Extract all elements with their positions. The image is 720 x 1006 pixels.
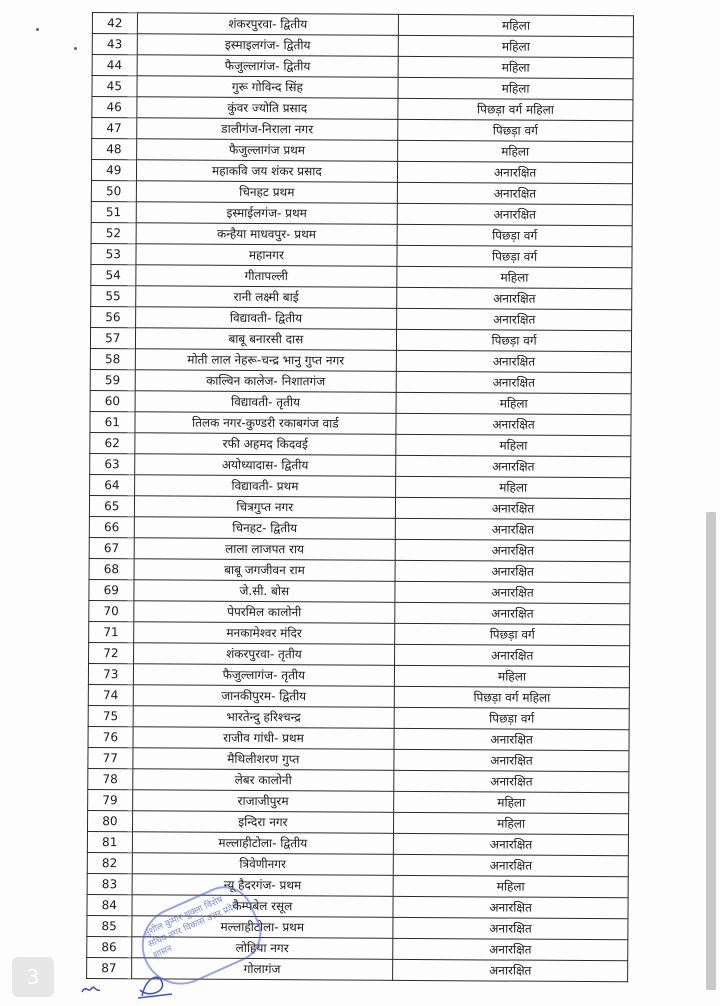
scrollbar[interactable]: [706, 512, 716, 990]
ward-number-cell: 54: [91, 264, 136, 285]
reservation-category-cell: महिला: [398, 77, 633, 99]
signature-mark: [136, 968, 176, 1002]
reservation-category-cell: महिला: [395, 665, 630, 687]
ward-name-cell: गुरू गोविन्द सिंह: [137, 76, 399, 99]
reservation-category-cell: अनारक्षित: [396, 455, 631, 477]
reservation-category-cell: अनारक्षित: [394, 728, 629, 750]
ward-name-cell: विद्यावती- द्वितीय: [135, 307, 397, 330]
reservation-category-cell: पिछड़ा वर्ग महिला: [394, 686, 629, 708]
reservation-category-cell: अनारक्षित: [393, 854, 628, 876]
ward-number-cell: 51: [91, 201, 136, 222]
speck-mark: [74, 47, 77, 50]
ward-name-cell: भारतेन्दु हरिश्चन्द्र: [133, 706, 395, 729]
ward-name-cell: गीतापल्ली: [135, 265, 397, 288]
reservation-category-cell: पिछड़ा वर्ग: [397, 329, 632, 351]
reservation-category-cell: महिला: [396, 434, 631, 456]
reservation-category-cell: अनारक्षित: [395, 602, 630, 624]
ward-name-cell: फैजुल्लागंज- द्वितीय: [137, 55, 399, 78]
reservation-category-cell: अनारक्षित: [396, 413, 631, 435]
ward-name-cell: चिनहट- द्वितीय: [134, 517, 396, 540]
ward-number-cell: 76: [88, 726, 133, 747]
ward-name-cell: शंकरपुरवा- द्वितीय: [137, 13, 399, 36]
ward-number-cell: 85: [87, 915, 132, 936]
ward-number-cell: 48: [92, 139, 137, 160]
ward-number-cell: 72: [89, 642, 134, 663]
ward-number-cell: 75: [88, 705, 133, 726]
reservation-category-cell: अनारक्षित: [395, 518, 630, 540]
ward-number-cell: 56: [91, 306, 136, 327]
reservation-category-cell: अनारक्षित: [396, 497, 631, 519]
ward-number-cell: 45: [92, 76, 137, 97]
reservation-category-cell: अनारक्षित: [394, 749, 629, 771]
reservation-category-cell: अनारक्षित: [396, 350, 631, 372]
reservation-category-cell: महिला: [398, 56, 633, 78]
initial-mark: [80, 982, 102, 996]
reservation-category-cell: पिछड़ा वर्ग महिला: [398, 98, 633, 120]
ward-number-cell: 77: [88, 747, 133, 768]
ward-number-cell: 65: [89, 495, 134, 516]
ward-name-cell: मल्लाहीटोला- प्रथम: [131, 916, 393, 939]
reservation-category-cell: अनारक्षित: [397, 182, 632, 204]
reservation-category-cell: अनारक्षित: [394, 770, 629, 792]
ward-number-cell: 44: [92, 55, 137, 76]
ward-number-cell: 58: [90, 348, 135, 369]
ward-name-cell: महाकवि जय शंकर प्रसाद: [136, 160, 398, 183]
ward-number-cell: 69: [89, 579, 134, 600]
ward-name-cell: रानी लक्ष्मी बाई: [135, 286, 397, 309]
reservation-category-cell: महिला: [397, 266, 632, 288]
ward-number-cell: 70: [89, 600, 134, 621]
reservation-category-cell: अनारक्षित: [397, 203, 632, 225]
ward-name-cell: राजाजीपुरम: [132, 790, 394, 813]
reservation-category-cell: अनारक्षित: [393, 917, 628, 939]
ward-number-cell: 68: [89, 558, 134, 579]
reservation-category-cell: पिछड़ा वर्ग: [395, 623, 630, 645]
ward-number-cell: 57: [90, 327, 135, 348]
ward-name-cell: न्यू हैदरगंज- प्रथम: [132, 874, 394, 897]
ward-name-cell: मल्लाहीटोला- द्वितीय: [132, 832, 394, 855]
reservation-category-cell: महिला: [393, 875, 628, 897]
ward-name-cell: मनकामेश्वर मंदिर: [133, 622, 395, 645]
page-number-badge[interactable]: 3: [12, 957, 54, 997]
reservation-category-cell: महिला: [396, 476, 631, 498]
ward-number-cell: 55: [91, 285, 136, 306]
ward-number-cell: 86: [87, 936, 132, 957]
ward-number-cell: 83: [87, 873, 132, 894]
ward-name-cell: चित्रगुप्त नगर: [134, 496, 396, 519]
ward-name-cell: जे.सी. बोस: [133, 580, 395, 603]
ward-number-cell: 87: [87, 957, 132, 978]
ward-number-cell: 43: [92, 34, 137, 55]
ward-name-cell: लोहिया नगर: [131, 937, 393, 960]
ward-name-cell: पेपरमिल कालोनी: [133, 601, 395, 624]
reservation-category-cell: अनारक्षित: [396, 371, 631, 393]
ward-number-cell: 60: [90, 390, 135, 411]
ward-name-cell: इन्दिरा नगर: [132, 811, 394, 834]
reservation-category-cell: अनारक्षित: [393, 959, 628, 981]
ward-number-cell: 66: [89, 516, 134, 537]
ward-name-cell: चिनहट प्रथम: [136, 181, 398, 204]
ward-number-cell: 49: [91, 160, 136, 181]
reservation-category-cell: अनारक्षित: [397, 308, 632, 330]
ward-name-cell: अयोध्यादास- द्वितीय: [134, 454, 396, 477]
ward-name-cell: कन्हैया माधवपुर- प्रथम: [136, 223, 398, 246]
ward-number-cell: 61: [90, 411, 135, 432]
stamp-text: सुशील कुमार शुक्ला विशेष सचिव नगर विकास उत्तर प्रदेश शासन: [142, 895, 241, 961]
ward-name-cell: मैथिलीशरण गुप्त: [132, 748, 394, 771]
ward-name-cell: बाबू जगजीवन राम: [134, 559, 396, 582]
reservation-category-cell: अनारक्षित: [395, 581, 630, 603]
ward-name-cell: विद्यावती- प्रथम: [134, 475, 396, 498]
ward-number-cell: 59: [90, 369, 135, 390]
reservation-category-cell: अनारक्षित: [393, 896, 628, 918]
ward-number-cell: 81: [87, 831, 132, 852]
reservation-category-cell: पिछड़ा वर्ग: [398, 119, 633, 141]
ward-name-cell: रफी अहमद किदवई: [134, 433, 396, 456]
ward-number-cell: 80: [87, 810, 132, 831]
reservation-category-cell: अनारक्षित: [398, 161, 633, 183]
ward-name-cell: तिलक नगर-कुण्डरी रकाबगंज वार्ड: [135, 412, 397, 435]
reservation-category-cell: महिला: [396, 392, 631, 414]
ward-name-cell: महानगर: [136, 244, 398, 267]
reservation-category-cell: महिला: [399, 14, 634, 36]
ward-number-cell: 63: [90, 453, 135, 474]
ward-number-cell: 82: [87, 852, 132, 873]
ward-name-cell: इस्माईलगंज- प्रथम: [136, 202, 398, 225]
reservation-category-cell: पिछड़ा वर्ग: [397, 224, 632, 246]
ward-number-cell: 53: [91, 243, 136, 264]
reservation-category-cell: महिला: [398, 35, 633, 57]
ward-number-cell: 64: [90, 474, 135, 495]
ward-reservation-table: [86, 12, 634, 982]
ward-name-cell: इस्माइलगंज- द्वितीय: [137, 34, 399, 57]
ward-name-cell: शंकरपुरवा- तृतीय: [133, 643, 395, 666]
reservation-category-cell: अनारक्षित: [395, 560, 630, 582]
ward-number-cell: 46: [92, 97, 137, 118]
ward-number-cell: 73: [88, 663, 133, 684]
ward-name-cell: डालीगंज-निराला नगर: [136, 118, 398, 141]
reservation-category-cell: महिला: [394, 791, 629, 813]
ward-number-cell: 62: [90, 432, 135, 453]
ward-number-cell: 84: [87, 894, 132, 915]
ward-name-cell: फैजुल्लागंज प्रथम: [136, 139, 398, 162]
reservation-category-cell: अनारक्षित: [395, 539, 630, 561]
ward-name-cell: मोती लाल नेहरू-चन्द्र भानु गुप्त नगर: [135, 349, 397, 372]
ward-name-cell: कैम्पबेल रसूल: [132, 895, 394, 918]
ward-number-cell: 71: [89, 621, 134, 642]
ward-name-cell: लाला लाजपत राय: [134, 538, 396, 561]
ward-name-cell: राजीव गांधी- प्रथम: [133, 727, 395, 750]
ward-number-cell: 79: [88, 789, 133, 810]
ward-name-cell: लेबर कालोनी: [132, 769, 394, 792]
ward-table-body: [87, 13, 634, 982]
ward-number-cell: 42: [92, 13, 137, 34]
ward-name-cell: गोलागंज: [131, 958, 393, 981]
reservation-category-cell: महिला: [394, 812, 629, 834]
ward-name-cell: विद्यावती- तृतीय: [135, 391, 397, 414]
reservation-category-cell: पिछड़ा वर्ग: [394, 707, 629, 729]
ward-name-cell: काल्विन कालेज- निशातगंज: [135, 370, 397, 393]
reservation-category-cell: अनारक्षित: [395, 644, 630, 666]
ward-name-cell: जानकीपुरम- द्वितीय: [133, 685, 395, 708]
ward-number-cell: 50: [91, 180, 136, 201]
ward-name-cell: फैजुल्लागंज- तृतीय: [133, 664, 395, 687]
reservation-category-cell: पिछड़ा वर्ग: [397, 245, 632, 267]
ward-number-cell: 52: [91, 222, 136, 243]
reservation-category-cell: अनारक्षित: [394, 833, 629, 855]
reservation-category-cell: महिला: [398, 140, 633, 162]
speck-mark: [36, 28, 39, 31]
ward-number-cell: 47: [92, 118, 137, 139]
ward-number-cell: 67: [89, 537, 134, 558]
reservation-category-cell: अनारक्षित: [397, 287, 632, 309]
reservation-category-cell: अनारक्षित: [393, 938, 628, 960]
ward-name-cell: बाबू बनारसी दास: [135, 328, 397, 351]
ward-name-cell: कुंवर ज्योति प्रसाद: [136, 97, 398, 120]
ward-number-cell: 78: [88, 768, 133, 789]
ward-name-cell: त्रिवेणीनगर: [132, 853, 394, 876]
ward-number-cell: 74: [88, 684, 133, 705]
